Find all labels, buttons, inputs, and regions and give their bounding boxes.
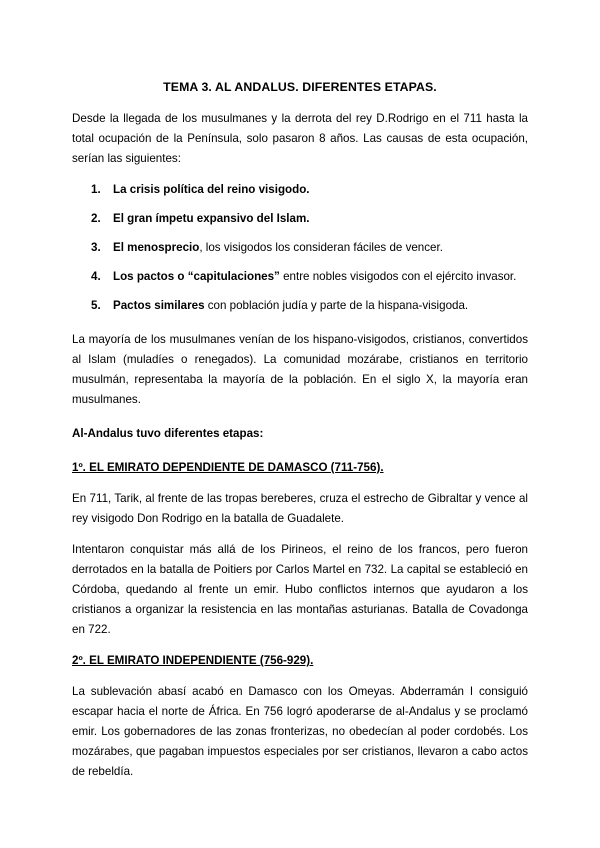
cause-number: 5. xyxy=(91,299,101,312)
cause-item xyxy=(72,180,528,200)
cause-number: 3. xyxy=(91,241,101,254)
muladies-paragraph: La mayoría de los musulmanes venían de los hispano-visigodos, cristianos, convertidos al Islam (muladíes o renegados). La comunidad mozárabe, cristianos en territorio musulmán, representaba la mayoría de la población. En el siglo X, la mayoría eran musulmanes. xyxy=(72,333,528,406)
cause-item xyxy=(72,238,528,258)
cause-number: 1. xyxy=(91,183,101,196)
section1-paragraph-1: En 711, Tarik, al frente de las tropas bereberes, cruza el estrecho de Gibraltar y vence al rey visigodo Don Rodrigo en la batalla de Guadalete. xyxy=(72,492,528,525)
cause-bold: Los pactos o “capitulaciones” xyxy=(113,270,280,283)
cause-rest: con población judía y parte de la hispana-visigoda. xyxy=(204,299,469,312)
cause-bold: El gran ímpetu expansivo del Islam. xyxy=(113,212,310,225)
cause-rest: entre nobles visigodos con el ejército invasor. xyxy=(279,270,517,283)
cause-item xyxy=(72,267,528,287)
section-heading-text: 2º. EL EMIRATO INDEPENDIENTE (756-929). xyxy=(72,654,314,667)
section-heading-text: 1º. EL EMIRATO DEPENDIENTE DE DAMASCO (711-756). xyxy=(72,461,384,474)
causes-list xyxy=(72,180,528,316)
cause-bold: La crisis política del reino visigodo. xyxy=(113,183,310,196)
etapas-heading: Al-Andalus tuvo diferentes etapas: xyxy=(72,427,264,440)
cause-bold: Pactos similares xyxy=(113,299,205,312)
section-heading-emirato-independiente xyxy=(72,651,528,671)
section1-paragraph-2: Intentaron conquistar más allá de los Pirineos, el reino de los francos, pero fueron derrotados en la batalla de Poitiers por Carlos Martel en 732. La capital se estableció en Córdoba, quedando al frente un emir. Hubo conflictos internos que ayudaron a los cristianos a organizar la resistencia en las montañas asturianas. Batalla de Covadonga en 722. xyxy=(72,543,528,636)
section-heading-emirato-dependiente xyxy=(72,458,528,478)
cause-bold: El menosprecio xyxy=(113,241,200,254)
document-title: TEMA 3. AL ANDALUS. DIFERENTES ETAPAS. xyxy=(163,80,437,94)
cause-item xyxy=(72,209,528,229)
cause-number: 2. xyxy=(91,212,101,225)
section2-paragraph-1: La sublevación abasí acabó en Damasco con los Omeyas. Abderramán I consiguió escapar hacia el norte de África. En 756 logró apoderarse de al-Andalus y se proclamó emir. Los gobernadores de las zonas fronterizas, no obedecían al poder cordobés. Los mozárabes, que pagaban impuestos especiales por ser cristianos, llevaron a cabo actos de rebeldía. xyxy=(72,685,528,778)
cause-rest: , los visigodos los consideran fáciles de vencer. xyxy=(199,241,443,254)
intro-paragraph: Desde la llegada de los musulmanes y la derrota del rey D.Rodrigo en el 711 hasta la total ocupación de la Península, solo pasaron 8 años. Las causas de esta ocupación, serían las siguientes: xyxy=(72,112,528,165)
cause-item xyxy=(72,296,528,316)
cause-number: 4. xyxy=(91,270,101,283)
